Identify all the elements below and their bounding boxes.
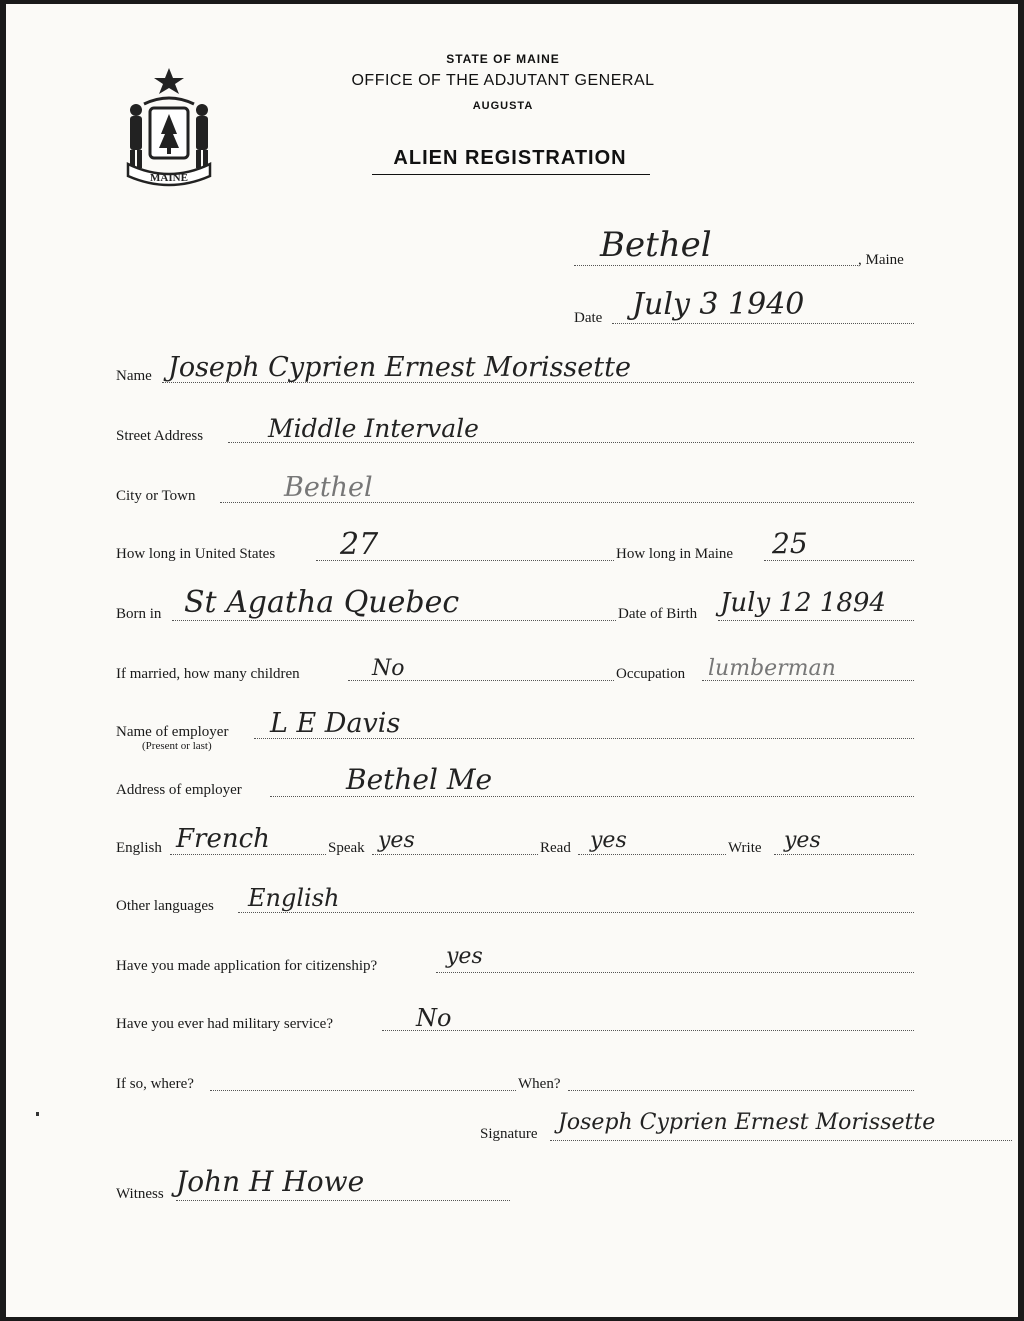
registration-form [6, 4, 1018, 1317]
date-of-birth-label: Date of Birth [618, 606, 698, 622]
speak-value: yes [378, 828, 415, 853]
town-value: Bethel [600, 225, 712, 265]
employer-address-label: Address of employer [116, 782, 242, 798]
employer-address-value: Bethel Me [346, 763, 493, 796]
english-value: French [176, 824, 270, 854]
scan-speck [36, 1112, 39, 1116]
header-state: STATE OF MAINE [446, 52, 560, 66]
other-languages-value: English [248, 884, 340, 912]
employer-note: (Present or last) [142, 740, 212, 752]
witness-line [176, 1200, 510, 1201]
seal-motto: MAINE [150, 172, 188, 184]
how-long-us-value: 27 [340, 527, 379, 562]
city-value: Bethel [284, 472, 373, 503]
form-title: ALIEN REGISTRATION [393, 147, 627, 169]
employer-value: L E Davis [270, 708, 401, 739]
other-languages-line [238, 912, 914, 913]
header-office: OFFICE OF THE ADJUTANT GENERAL [351, 72, 655, 89]
how-long-maine-line [764, 560, 914, 561]
military-line [382, 1030, 914, 1031]
occupation-value: lumberman [708, 656, 836, 681]
born-in-label: Born in [116, 606, 162, 622]
city-label: City or Town [116, 488, 196, 504]
if-so-where-label: If so, where? [116, 1076, 194, 1092]
citizenship-value: yes [446, 944, 483, 969]
speak-label: Speak [328, 840, 365, 856]
write-value: yes [784, 828, 821, 853]
signature-label: Signature [480, 1126, 538, 1142]
occupation-label: Occupation [616, 666, 686, 682]
read-label: Read [540, 840, 571, 856]
how-long-maine-value: 25 [772, 527, 808, 560]
maine-state-seal-icon [114, 64, 224, 194]
witness-label: Witness [116, 1186, 164, 1202]
signature-value: Joseph Cyprien Ernest Morissette [558, 1110, 936, 1135]
children-label: If married, how many children [116, 666, 300, 682]
write-label: Write [728, 840, 762, 856]
write-line [774, 854, 914, 855]
if-so-where-line [210, 1090, 516, 1091]
when-label: When? [518, 1076, 561, 1092]
when-line [568, 1090, 914, 1091]
born-in-line [172, 620, 616, 621]
how-long-maine-label: How long in Maine [616, 546, 734, 562]
employer-address-line [270, 796, 914, 797]
how-long-us-label: How long in United States [116, 546, 276, 562]
title-underline [372, 174, 650, 175]
english-line [170, 854, 326, 855]
maine-label: , Maine [858, 252, 904, 268]
street-value: Middle Intervale [268, 414, 479, 443]
born-in-value: St Agatha Quebec [184, 585, 460, 620]
other-languages-label: Other languages [116, 898, 214, 914]
town-line [574, 265, 858, 266]
date-of-birth-line [718, 620, 914, 621]
header-city: AUGUSTA [472, 100, 534, 112]
citizenship-label: Have you made application for citizenship? [116, 958, 378, 974]
citizenship-line [436, 972, 914, 973]
street-label: Street Address [116, 428, 204, 444]
name-value: Joseph Cyprien Ernest Morissette [168, 352, 631, 383]
signature-line [550, 1140, 1012, 1141]
witness-value: John H Howe [176, 1165, 365, 1198]
speak-line [372, 854, 538, 855]
date-value: July 3 1940 [632, 287, 805, 322]
date-label: Date [574, 310, 603, 326]
read-value: yes [590, 828, 627, 853]
english-label: English [116, 840, 162, 856]
military-value: No [416, 1004, 452, 1032]
children-value: No [372, 656, 405, 681]
date-of-birth-value: July 12 1894 [720, 588, 886, 618]
military-label: Have you ever had military service? [116, 1016, 333, 1032]
date-line [612, 323, 914, 324]
read-line [578, 854, 726, 855]
name-label: Name [116, 368, 152, 384]
employer-label: Name of employer [116, 724, 229, 740]
